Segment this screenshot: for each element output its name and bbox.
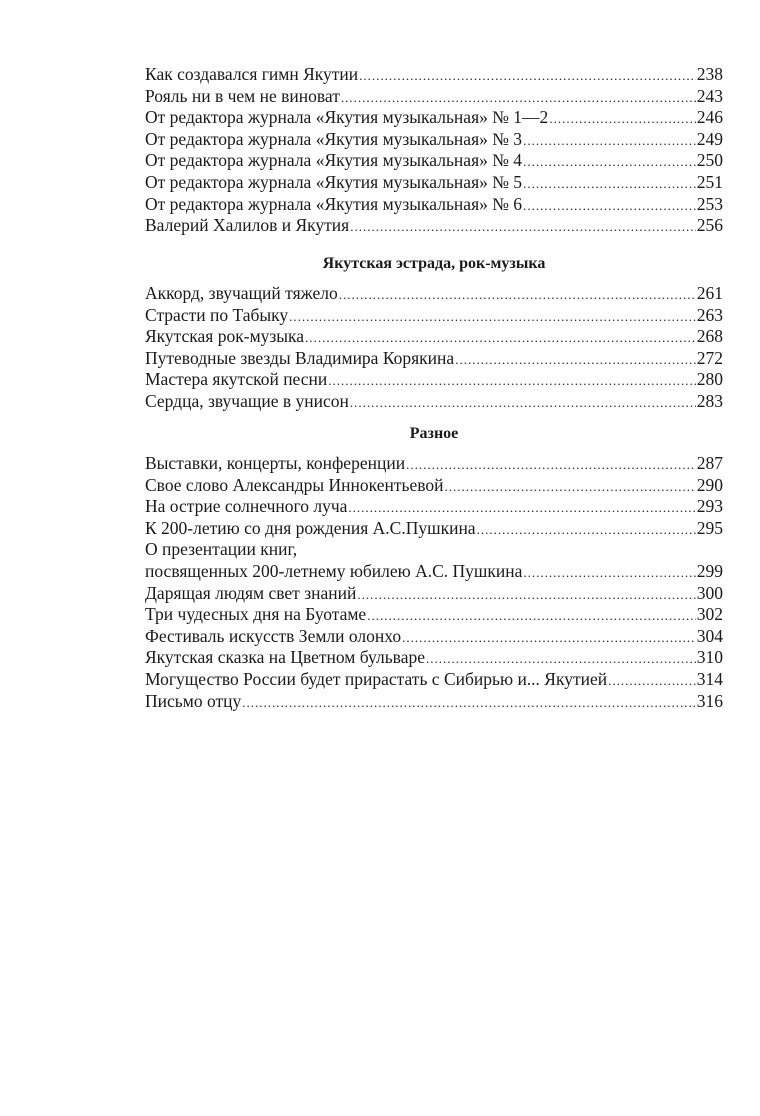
dot-leader bbox=[359, 65, 696, 86]
toc-entry-page: 300 bbox=[696, 582, 723, 603]
dot-leader bbox=[350, 392, 696, 413]
toc-entry bbox=[145, 626, 723, 648]
toc-entry-page: 314 bbox=[696, 668, 723, 689]
toc-entry bbox=[145, 475, 723, 497]
toc-entry bbox=[145, 518, 723, 540]
dot-leader bbox=[426, 648, 696, 669]
toc-entry bbox=[145, 107, 723, 129]
toc-entry-page: 310 bbox=[696, 647, 723, 668]
toc-entry-page: 302 bbox=[696, 604, 723, 625]
toc-entry-title: Якутская сказка на Цветном бульваре bbox=[145, 647, 425, 668]
toc-entry bbox=[145, 150, 723, 172]
toc-entry-title: Письмо отцу bbox=[145, 690, 242, 711]
toc-entry-title: Выставки, концерты, конференции bbox=[145, 453, 406, 473]
toc-entry-page: 253 bbox=[696, 193, 723, 214]
toc-entry-title: Три чудесных дня на Буотаме bbox=[145, 604, 367, 625]
dot-leader bbox=[350, 216, 696, 237]
toc-entry bbox=[145, 64, 723, 86]
toc-entry bbox=[145, 583, 723, 605]
toc-entry-title: Сердца, звучащие в унисон bbox=[145, 390, 349, 411]
toc-entry-title: От редактора журнала «Якутия музыкальная» № 6 bbox=[145, 193, 523, 214]
toc-entry-title: посвященных 200-летнему юбилею А.С. Пушкина bbox=[145, 560, 523, 581]
toc-entry-title: Свое слово Александры Иннокентьевой bbox=[145, 474, 444, 495]
toc-entry-page: 316 bbox=[696, 690, 723, 711]
dot-leader bbox=[339, 284, 696, 305]
toc-entry-title: Аккорд, звучащий тяжело bbox=[145, 283, 338, 303]
dot-leader bbox=[523, 562, 695, 583]
dot-leader bbox=[477, 519, 696, 540]
toc-entry-page: 256 bbox=[696, 215, 723, 236]
toc-entry-title: Рояль ни в чем не виноват bbox=[145, 85, 340, 106]
toc-entry bbox=[145, 305, 723, 327]
toc-entry bbox=[145, 129, 723, 151]
dot-leader bbox=[523, 130, 696, 151]
toc-entry bbox=[145, 172, 723, 194]
toc-entry-page: 299 bbox=[696, 560, 723, 581]
toc-entry-title: От редактора журнала «Якутия музыкальная» № 3 bbox=[145, 128, 523, 149]
toc-entry bbox=[145, 283, 723, 305]
dot-leader bbox=[305, 327, 696, 348]
toc-section-1 bbox=[145, 64, 723, 237]
dot-leader bbox=[289, 306, 696, 327]
toc-entry-title: От редактора журнала «Якутия музыкальная» № 5 bbox=[145, 171, 523, 192]
toc-entry bbox=[145, 215, 723, 237]
toc-entry-page: 238 bbox=[696, 64, 723, 84]
toc-entry bbox=[145, 391, 723, 413]
toc-section-raznoe bbox=[145, 423, 723, 712]
toc-entry-page: 280 bbox=[696, 369, 723, 390]
toc-entry-title: Страсти по Табыку bbox=[145, 304, 289, 325]
toc-entry-page: 295 bbox=[696, 517, 723, 538]
toc-section-estrada bbox=[145, 253, 723, 413]
dot-leader bbox=[608, 670, 696, 691]
dot-leader bbox=[402, 627, 696, 648]
toc-entry-title: Путеводные звезды Владимира Корякина bbox=[145, 347, 455, 368]
toc-entry-title: Валерий Халилов и Якутия bbox=[145, 215, 350, 236]
toc-entry-page: 304 bbox=[696, 625, 723, 646]
toc-entry-page: 249 bbox=[696, 128, 723, 149]
toc-entry bbox=[145, 348, 723, 370]
section-heading: Якутская эстрада, рок-музыка bbox=[322, 255, 546, 272]
dot-leader bbox=[455, 349, 696, 370]
toc-entry-title-line: О презентации книг, bbox=[145, 539, 298, 560]
toc-entry-page: 283 bbox=[696, 390, 723, 411]
dot-leader bbox=[406, 454, 696, 475]
toc-entry bbox=[145, 604, 723, 626]
dot-leader bbox=[348, 497, 695, 518]
dot-leader bbox=[357, 584, 695, 605]
toc-entry bbox=[145, 326, 723, 348]
toc-entry bbox=[145, 453, 723, 475]
toc-entry-page: 261 bbox=[696, 283, 723, 303]
toc-entry-title: Мастера якутской песни bbox=[145, 369, 328, 390]
toc-entry-page: 293 bbox=[696, 496, 723, 517]
dot-leader bbox=[445, 476, 696, 497]
toc-entry-title: Якутская рок-музыка bbox=[145, 326, 305, 347]
toc-entry-page: 243 bbox=[696, 85, 723, 106]
toc-entry bbox=[145, 194, 723, 216]
toc-entry-page: 250 bbox=[696, 150, 723, 171]
toc-entry-title: На острие солнечного луча bbox=[145, 496, 348, 517]
dot-leader bbox=[523, 151, 696, 172]
toc-entry bbox=[145, 86, 723, 108]
toc-entry-title: К 200-летию со дня рождения А.С.Пушкина bbox=[145, 517, 476, 538]
toc-entry bbox=[145, 691, 723, 713]
dot-leader bbox=[367, 605, 696, 626]
dot-leader bbox=[549, 108, 695, 129]
toc-entry-page: 272 bbox=[696, 347, 723, 368]
toc-entry-title: Как создавался гимн Якутии bbox=[145, 64, 359, 84]
toc-entry bbox=[145, 496, 723, 518]
toc-entry-page: 251 bbox=[696, 171, 723, 192]
toc-entry bbox=[145, 369, 723, 391]
toc-entry-title: От редактора журнала «Якутия музыкальная» № 1—2 bbox=[145, 107, 549, 128]
toc-entry-title: Могущество России будет прирастать с Сибирью и... Якутией bbox=[145, 668, 608, 689]
dot-leader bbox=[341, 87, 696, 108]
toc-entry bbox=[145, 647, 723, 669]
toc-entry bbox=[145, 669, 723, 691]
dot-leader bbox=[523, 195, 696, 216]
dot-leader bbox=[242, 692, 696, 713]
toc-entry-title: Фестиваль искусств Земли олонхо bbox=[145, 625, 402, 646]
toc-entry-page: 287 bbox=[696, 453, 723, 473]
toc-entry bbox=[145, 561, 723, 583]
toc-entry-page: 246 bbox=[696, 107, 723, 128]
dot-leader bbox=[523, 173, 696, 194]
toc-entry-title: Дарящая людям свет знаний bbox=[145, 582, 357, 603]
toc-entry-page: 263 bbox=[696, 304, 723, 325]
dot-leader bbox=[328, 370, 695, 391]
toc-entry-page: 268 bbox=[696, 326, 723, 347]
toc-entry-title: От редактора журнала «Якутия музыкальная» № 4 bbox=[145, 150, 523, 171]
toc-entry-page: 290 bbox=[696, 474, 723, 495]
section-heading: Разное bbox=[409, 425, 459, 442]
